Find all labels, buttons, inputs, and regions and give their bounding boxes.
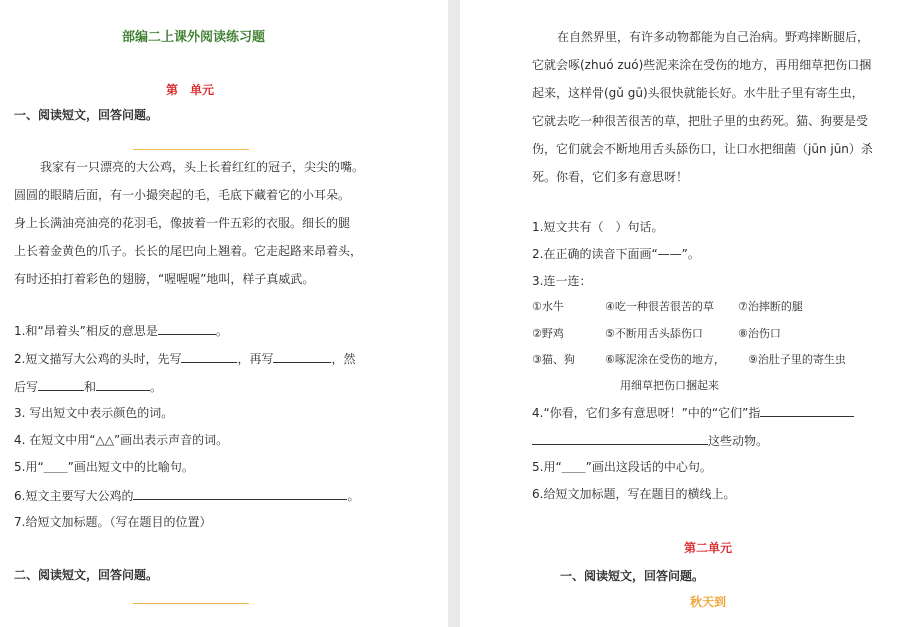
passage-line-1: 在自然界里，有许多动物都能为自己治病。野鸡摔断腿后， (557, 30, 870, 44)
question-2: 2.在正确的读音下面画“——”。 (532, 247, 700, 261)
question-1: 1.短文共有（ ）句话。 (532, 220, 664, 234)
question-4 (532, 404, 854, 421)
answer-blank[interactable] (96, 378, 150, 391)
passage-line-1: 我家有一只漂亮的大公鸡，头上长着红红的冠子，尖尖的嘴。 (40, 160, 365, 174)
question-5: 5.用“＿＿”画出这段话的中心句。 (532, 460, 712, 474)
question-3: 3. 写出短文中表示颜色的词。 (14, 406, 174, 420)
match-left-1[interactable]: ①水牛 (532, 300, 564, 313)
passage-line-3: 身上长满油亮油亮的花羽毛，像披着一件五彩的衣服。细长的腿 (14, 216, 351, 230)
question-2-text-e: 和 (84, 380, 97, 394)
match-mid-extra: 用细草把伤口捆起来 (620, 379, 719, 392)
question-2-text-d: 后写 (14, 380, 39, 394)
answer-blank[interactable] (133, 487, 347, 500)
match-right-2[interactable]: ⑧治伤口 (738, 327, 781, 340)
answer-blank[interactable] (181, 350, 237, 363)
question-4-text-a: 4.“你看，它们多有意思呀！”中的“它们”指 (532, 406, 761, 420)
passage-line-4: 上长着金黄色的爪子。长长的尾巴向上翘着。它走起路来昂着头， (14, 244, 363, 258)
section2-heading: 二、阅读短文，回答问题。 (14, 568, 159, 582)
match-left-2[interactable]: ②野鸡 (532, 327, 564, 340)
answer-blank[interactable] (532, 432, 708, 445)
passage-line-5: 伤，它们就会不断地用舌头舔伤口，让口水把细菌（jūn jūn）杀 (532, 142, 873, 156)
question-6 (14, 487, 359, 504)
passage-line-5: 有时还拍打着彩色的翅膀，“喔喔喔”地叫，样子真威武。 (14, 272, 315, 286)
match-left-3[interactable]: ③猫、狗 (532, 353, 575, 366)
question-1-end: 。 (215, 324, 228, 338)
question-5: 5.用“＿＿”画出短文中的比喻句。 (14, 460, 194, 474)
match-mid-3[interactable]: ⑥啄泥涂在受伤的地方， (605, 353, 725, 366)
document-title: 部编二上课外阅读练习题 (122, 30, 266, 45)
passage-title-blank (133, 149, 249, 150)
unit-title: 第 单元 (166, 83, 215, 97)
match-mid-1[interactable]: ④吃一种很苦很苦的草 (605, 300, 714, 313)
question-4-cont (532, 432, 768, 449)
passage-line-4: 它就去吃一种很苦很苦的草，把肚子里的虫药死。猫、狗要是受 (532, 114, 869, 128)
question-2-cont (14, 378, 162, 395)
left-page (0, 0, 448, 627)
match-mid-2[interactable]: ⑤不断用舌头舔伤口 (605, 327, 703, 340)
passage2-title: 秋天到 (690, 595, 727, 609)
question-2-text-c: ，然 (331, 352, 356, 366)
answer-blank[interactable] (273, 350, 331, 363)
question-4: 4. 在短文中用“△△”画出表示声音的词。 (14, 433, 229, 447)
question-6: 6.给短文加标题，写在题目的横线上。 (532, 487, 736, 501)
passage2-title-blank (133, 603, 249, 604)
question-1 (14, 322, 228, 339)
question-3: 3.连一连： (532, 274, 592, 288)
answer-blank[interactable] (158, 322, 216, 335)
passage-line-2: 它就会啄(zhuó zuó)些泥来涂在受伤的地方，再用细草把伤口捆 (532, 58, 872, 72)
question-2-text-a: 2.短文描写大公鸡的头时，先写 (14, 352, 182, 366)
section-heading: 一、阅读短文，回答问题。 (560, 569, 705, 583)
question-1-text: 1.和“昂着头”相反的意思是 (14, 324, 158, 338)
question-6-end: 。 (347, 489, 360, 503)
question-2-text-b: ，再写 (237, 352, 274, 366)
unit-2-title: 第二单元 (684, 541, 733, 555)
question-2-text-f: 。 (150, 380, 163, 394)
match-right-1[interactable]: ⑦治摔断的腿 (738, 300, 803, 313)
right-page (460, 0, 910, 627)
passage-line-2: 圆圆的眼睛后面，有一小撮突起的毛，毛底下藏着它的小耳朵。 (14, 188, 351, 202)
passage-line-3: 起来，这样骨(gǔ gū)头很快就能长好。水牛肚子里有寄生虫， (532, 86, 864, 100)
answer-blank[interactable] (38, 378, 84, 391)
question-2 (14, 350, 355, 367)
section1-heading: 一、阅读短文，回答问题。 (14, 108, 159, 122)
question-6-text: 6.短文主要写大公鸡的 (14, 489, 134, 503)
question-4-text-b: 这些动物。 (708, 434, 769, 448)
passage-line-6: 死。你看，它们多有意思呀！ (532, 170, 689, 184)
answer-blank[interactable] (760, 404, 854, 417)
question-7: 7.给短文加标题。（写在题目的位置） (14, 515, 212, 529)
match-right-3[interactable]: ⑨治肚子里的寄生虫 (748, 353, 846, 366)
